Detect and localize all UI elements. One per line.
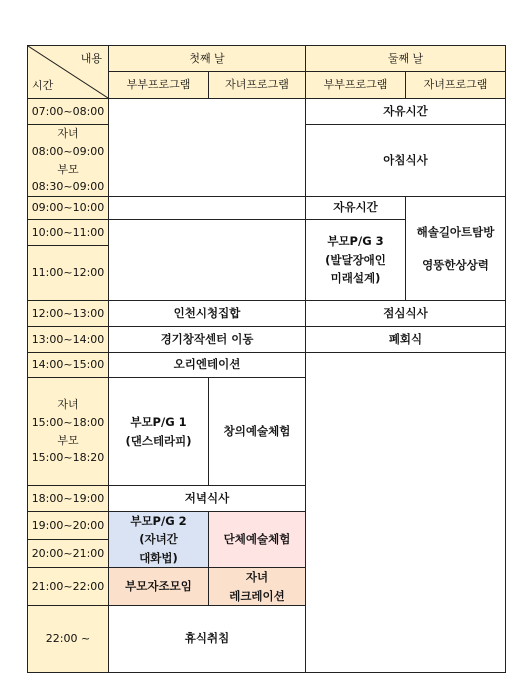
- day1-parent-pg2: [109, 512, 209, 568]
- day1-0900-empty: [109, 197, 306, 220]
- time-0800-line2: 08:00~09:00: [31, 144, 105, 158]
- day2-parent-pg3: [306, 220, 406, 301]
- parent-pg2-title: 부모P/G 2: [130, 514, 187, 528]
- parent-pg1-sub: (댄스테라피): [125, 433, 192, 448]
- parent-pg2-sub2: 대화법): [139, 550, 178, 565]
- parent-pg1-title: 부모P/G 1: [130, 415, 187, 430]
- day1-child-program-header: 자녀프로그램: [209, 72, 306, 99]
- time-2100: 21:00~22:00: [28, 568, 109, 606]
- time-1500-line1: 자녀: [57, 398, 79, 412]
- day1-couple-program-header: 부부프로그램: [109, 72, 209, 99]
- day1-creative-art: 창의예술체험: [209, 378, 306, 486]
- time-1100: 11:00~12:00: [28, 246, 109, 301]
- day2-free-time-2: 자유시간: [306, 197, 406, 220]
- time-2000: 20:00~21:00: [28, 539, 109, 568]
- day1-morning-empty: [109, 99, 306, 197]
- day2-closing: 폐회식: [306, 327, 506, 353]
- time-1300: 13:00~14:00: [28, 327, 109, 353]
- day2-art-tour: [406, 197, 506, 301]
- time-2200: 22:00 ~: [28, 605, 109, 672]
- time-0800-line1: 자녀: [57, 127, 79, 141]
- day1-orientation: 오리엔테이션: [109, 353, 306, 378]
- time-1500-line3: 부모: [57, 433, 79, 447]
- time-0900: 09:00~10:00: [28, 197, 109, 220]
- day2-header: 둘째 날: [306, 46, 506, 72]
- day2-art-tour-line2: 영뚱한상상력: [422, 257, 489, 272]
- time-1800: 18:00~19:00: [28, 486, 109, 512]
- day1-parent-pg1: [109, 378, 209, 486]
- time-0700: 07:00~08:00: [28, 99, 109, 125]
- day1-late-morning-empty: [109, 220, 306, 301]
- parent-pg3-sub1: (발달장애인: [325, 252, 386, 267]
- schedule-table: [27, 45, 506, 673]
- child-recreation-line1: 자녀: [245, 570, 269, 585]
- time-1200: 12:00~13:00: [28, 301, 109, 327]
- time-0800-line3: 부모: [57, 162, 79, 176]
- day2-afternoon-empty: [306, 353, 506, 673]
- day1-rest: 휴식취침: [109, 605, 306, 672]
- header-corner-cell: [28, 46, 109, 99]
- day1-dinner: 저녁식사: [109, 486, 306, 512]
- day1-header: 첫째 날: [109, 46, 306, 72]
- day1-parent-meeting: 부모자조모임: [109, 568, 209, 606]
- day1-group-art: 단체예술체험: [209, 512, 306, 568]
- day1-move-to-center: 경기창작센터 이동: [109, 327, 306, 353]
- day2-child-program-header: 자녀프로그램: [406, 72, 506, 99]
- day2-lunch: 점심식사: [306, 301, 506, 327]
- corner-time-label: 시간: [32, 78, 54, 92]
- time-1500: [28, 378, 109, 486]
- time-0800: [28, 125, 109, 197]
- day2-art-tour-line1: 해솔길아트탐방: [416, 225, 495, 240]
- parent-pg3-sub2: 미래설계): [330, 271, 381, 286]
- day1-city-hall-gathering: 인천시청집합: [109, 301, 306, 327]
- time-1500-line4: 15:00~18:20: [31, 451, 105, 465]
- day2-couple-program-header: 부부프로그램: [306, 72, 406, 99]
- time-1900: 19:00~20:00: [28, 512, 109, 540]
- time-1000: 10:00~11:00: [28, 220, 109, 246]
- time-0800-line4: 08:30~09:00: [31, 180, 105, 194]
- day1-child-recreation: [209, 568, 306, 606]
- day2-free-time-1: 자유시간: [306, 99, 506, 125]
- day2-breakfast: 아침식사: [306, 125, 506, 197]
- parent-pg3-title: 부모P/G 3: [327, 234, 384, 249]
- child-recreation-line2: 레크레이션: [229, 588, 285, 603]
- corner-content-label: 내용: [80, 52, 102, 65]
- time-1500-line2: 15:00~18:00: [31, 415, 105, 429]
- time-1400: 14:00~15:00: [28, 353, 109, 378]
- parent-pg2-sub1: (자녀간: [139, 532, 178, 547]
